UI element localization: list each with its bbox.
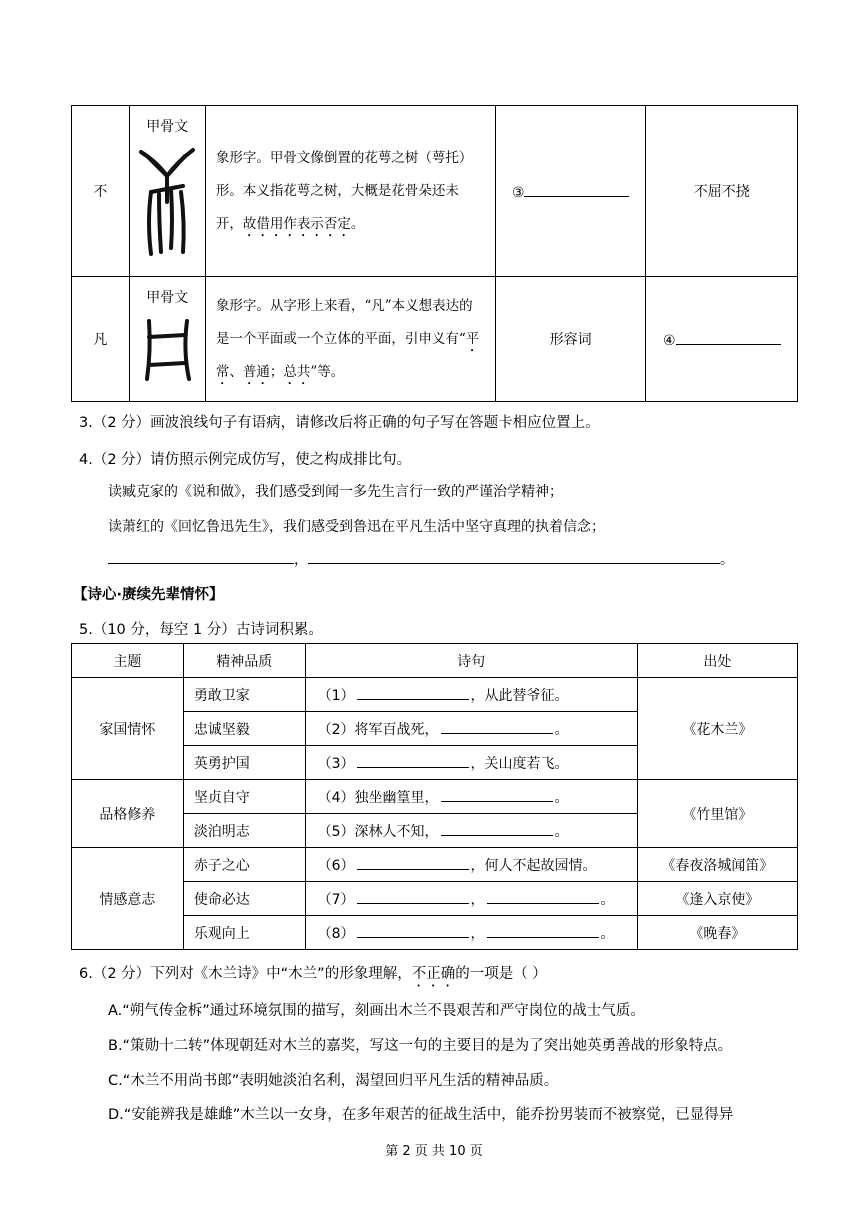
poem-blank[interactable]: [357, 889, 469, 904]
question-6-emphasis: 不正确: [411, 966, 456, 982]
char-cell: 不: [72, 106, 130, 277]
poem-blank[interactable]: [357, 855, 469, 870]
table-row: [72, 277, 798, 402]
theme-cell: 家国情怀: [72, 678, 184, 780]
header-poem: 诗句: [305, 644, 637, 678]
poem-cell: [305, 746, 637, 780]
answer-blank-3[interactable]: [524, 182, 629, 197]
poem-blank[interactable]: [487, 889, 599, 904]
poem-blank[interactable]: [357, 753, 469, 768]
dotted-text: 平常、普通；总共: [215, 330, 480, 380]
option-d[interactable]: D.“安能辨我是雄雌”木兰以一女身，在多年艰苦的征战生活中，能乔扮男装而不被察觉，已显得异: [108, 1107, 734, 1123]
poem-suffix: 。: [554, 823, 569, 840]
question-3: 3.（2 分）画波浪线句子有语病，请修改后将正确的句子写在答题卡相应位置上。: [79, 415, 600, 431]
oracle-image-cell: [129, 277, 205, 402]
spirit-cell: 忠诚坚毅: [183, 712, 305, 746]
poem-suffix: ，从此替爷征。: [470, 687, 569, 704]
question-6-stem-end: 的一项是（ ）: [455, 966, 547, 982]
source-cell: 《竹里馆》: [637, 780, 797, 848]
question-4: 4.（2 分）请仿照示例完成仿写，使之构成排比句。: [79, 452, 412, 468]
spirit-cell: 勇敢卫家: [183, 678, 305, 712]
example-sentence-1: 读臧克家的《说和做》，我们感受到闻一多先生言行一致的严谨治学精神；: [108, 484, 563, 500]
poem-suffix: 。: [554, 721, 569, 738]
poem-end: 。: [600, 925, 615, 942]
poem-cell: [305, 712, 637, 746]
description-text: 象形字。甲骨文像倒置的花萼之树（萼托）形。本义指花萼之树，大概是花骨朵还未开，: [215, 149, 473, 232]
option-b[interactable]: B.“策勋十二转”体现朝廷对木兰的嘉奖，写这一句的主要目的是为了突出她英勇善战的形象特点。: [108, 1038, 733, 1054]
char-cell: 凡: [72, 277, 130, 402]
script-label: 甲骨文: [146, 290, 189, 306]
description-cell: [205, 106, 495, 277]
poem-prefix: （1）: [317, 687, 355, 704]
header-spirit: 精神品质: [183, 644, 305, 678]
oracle-image-cell: [129, 106, 205, 277]
spirit-cell: 坚贞自守: [183, 780, 305, 814]
poem-blank[interactable]: [441, 787, 553, 802]
table-row: [72, 780, 798, 814]
poem-suffix: ，关山度若飞。: [470, 755, 569, 772]
poem-prefix: （6）: [317, 857, 355, 874]
header-source: 出处: [637, 644, 797, 678]
character-table: [71, 105, 798, 402]
poem-comma: ，: [470, 891, 485, 908]
poem-prefix: （3）: [317, 755, 355, 772]
description-text: 象形字。从字形上来看，“凡”本义想表达的是一个平面或一个立体的平面，引申义有“: [215, 297, 473, 347]
idiom-cell: 不屈不挠: [646, 106, 798, 277]
header-theme: 主题: [72, 644, 184, 678]
blank-number-3: ③: [511, 184, 525, 201]
question-6: [79, 962, 547, 990]
spirit-cell: 赤子之心: [183, 848, 305, 882]
spirit-cell: 淡泊明志: [183, 814, 305, 848]
poem-blank[interactable]: [487, 923, 599, 938]
poem-cell: [305, 916, 637, 950]
idiom-cell: [646, 277, 798, 402]
spirit-cell: 乐观向上: [183, 916, 305, 950]
option-a[interactable]: A.“朔气传金柝”通过环境氛围的描写，刻画出木兰不畏艰苦和严守岗位的战士气质。: [108, 1003, 645, 1019]
poem-suffix: ，何人不起故园情。: [470, 857, 597, 874]
script-label: 甲骨文: [146, 119, 189, 135]
page-footer: 第 2 页 共 10 页: [385, 1144, 483, 1159]
dotted-text: 故借用作表示否定: [242, 215, 351, 232]
table-header-row: [72, 644, 798, 678]
poem-prefix: （8）: [317, 925, 355, 942]
option-c[interactable]: C.“木兰不用尚书郎”表明她淡泊名利，渴望回归平凡生活的精神品质。: [108, 1073, 559, 1089]
poem-blank[interactable]: [441, 821, 553, 836]
poem-prefix: （7）: [317, 891, 355, 908]
description-text-end: 。: [350, 215, 365, 232]
source-cell: 《花木兰》: [637, 678, 797, 780]
poem-prefix: （5）深林人不知，: [317, 823, 439, 840]
oracle-bone-bu-glyph: [137, 142, 197, 260]
example-sentence-2: 读萧红的《回忆鲁迅先生》，我们感受到鲁迅在平凡生活中坚守真理的执着信念；: [108, 519, 605, 535]
table-row: [72, 678, 798, 712]
source-cell: 《晚春》: [637, 916, 797, 950]
source-cell: 《春夜洛城闻笛》: [637, 848, 797, 882]
source-cell: 《逢入京使》: [637, 882, 797, 916]
table-row: [72, 848, 798, 882]
part-of-speech-cell: 形容词: [495, 277, 646, 402]
spirit-cell: 英勇护国: [183, 746, 305, 780]
comma: ，: [294, 552, 308, 568]
poem-prefix: （2）将军百战死，: [317, 721, 439, 738]
poem-suffix: 。: [554, 789, 569, 806]
poem-end: 。: [600, 891, 615, 908]
question-5: 5.（10 分，每空 1 分）古诗词积累。: [79, 622, 323, 638]
poem-comma: ，: [470, 925, 485, 942]
poem-cell: [305, 780, 637, 814]
period: 。: [720, 552, 734, 568]
answer-blank-4[interactable]: [676, 330, 781, 345]
poem-prefix: （4）独坐幽篁里，: [317, 789, 439, 806]
oracle-bone-fan-glyph: [137, 315, 197, 385]
answer-blank-q4b[interactable]: [308, 549, 720, 564]
poetry-table: [71, 643, 798, 950]
poem-blank[interactable]: [357, 685, 469, 700]
blank-number-4: ④: [662, 332, 676, 349]
section-title: 【诗心·赓续先辈情怀】: [73, 587, 224, 603]
table-row: [72, 106, 798, 277]
spirit-cell: 使命必达: [183, 882, 305, 916]
poem-cell: [305, 814, 637, 848]
answer-blank-q4a[interactable]: [108, 549, 294, 564]
theme-cell: 情感意志: [72, 848, 184, 950]
part-of-speech-cell: [495, 106, 646, 277]
theme-cell: 品格修养: [72, 780, 184, 848]
poem-cell: [305, 678, 637, 712]
poem-blank[interactable]: [441, 719, 553, 734]
poem-cell: [305, 848, 637, 882]
poem-blank[interactable]: [357, 923, 469, 938]
imitation-answer-line: [108, 549, 734, 569]
description-text-end: ”等。: [310, 363, 345, 380]
poem-cell: [305, 882, 637, 916]
question-6-stem: 6.（2 分）下列对《木兰诗》中“木兰”的形象理解，: [79, 966, 412, 982]
description-cell: [205, 277, 495, 402]
